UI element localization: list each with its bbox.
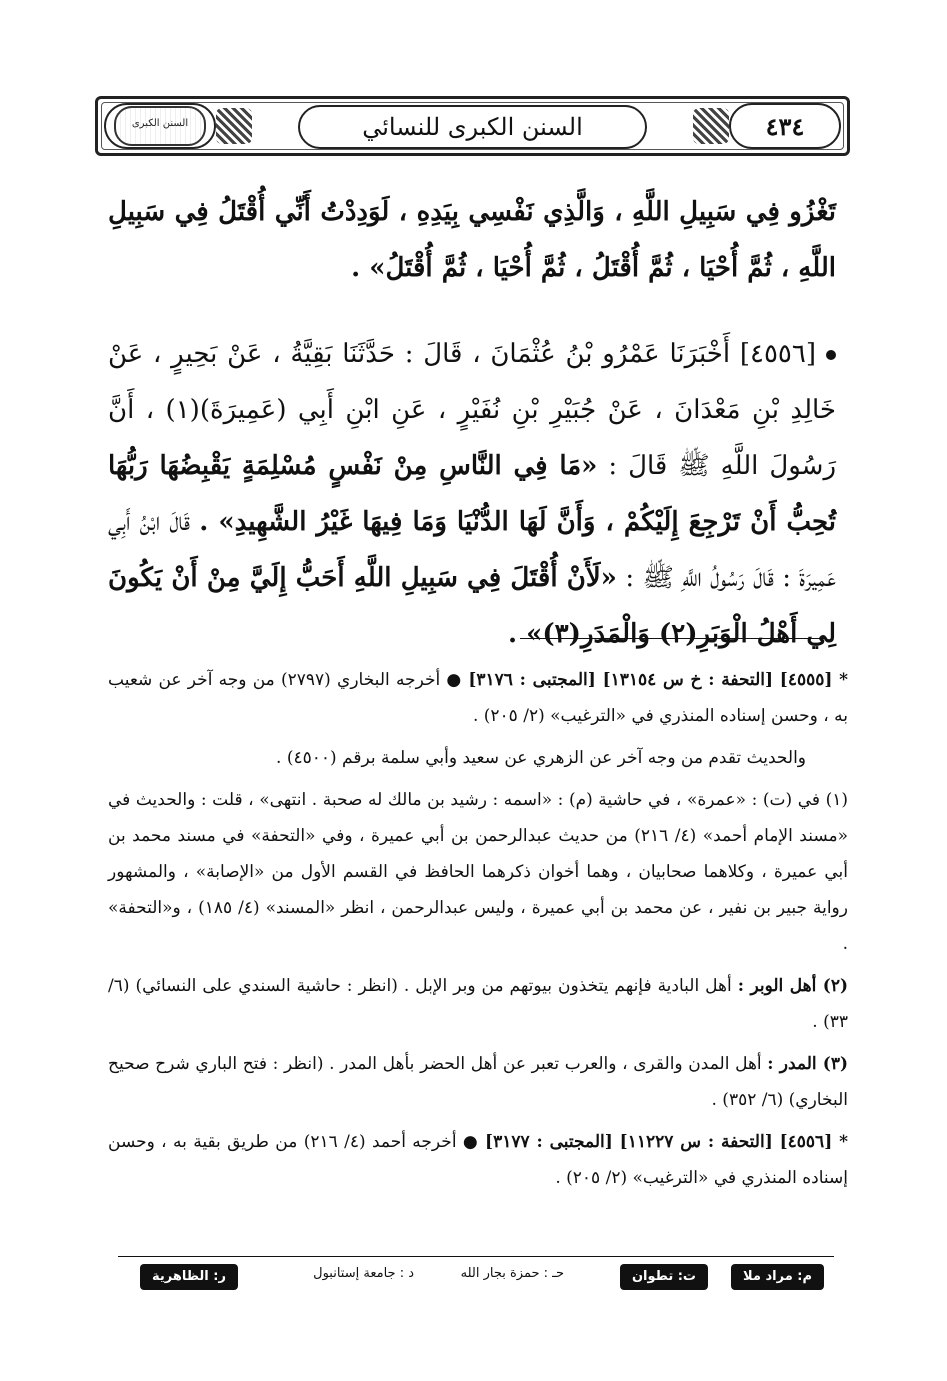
note-4556 (108, 1124, 848, 1196)
footnote-1: (١) في (ت) : «عمرة» ، في حاشية (م) : «اسمه : رشيد بن مالك له صحبة . انتهى» ، قلت : والحديث في «مسند الإمام أحمد» (٤/ ٢١٦) من حديث عبدالرحمن بن أبي عميرة ، وفي «التحفة» في مسند محمد بن أبي عميرة ، وكلاهما صحابيان ، وهما أخوان ذكرهما الحافظ في القسم الأول من «الإصابة» ، والمشهور رواية جبير بن نفير ، عن محمد بن أبي عميرة ، وليس عبدالرحمن ، انظر «المسند» (٤/ ١٨٥) ، و«التحفة» . (108, 790, 848, 954)
footnote-body: أهل المدن والقرى ، والعرب تعبر عن أهل الحضر بأهل المدر . (انظر : فتح الباري شرح صحيح البخاري) (٦/ ٣٥٢) . (108, 1054, 848, 1110)
narrator-text: قَالَ ابْنُ أَبِي عَمِيرَةَ : قَالَ رَسُولُ اللَّهِ ﷺ : (108, 507, 836, 593)
footnote-2 (108, 968, 848, 1040)
siglum-t: ت: تطوان (620, 1264, 708, 1290)
footnote-term: (٣) المدر : (767, 1054, 848, 1074)
ornament-icon (216, 108, 252, 144)
hadith-text: «مَا فِي النَّاسِ مِنْ نَفْسٍ مُسْلِمَةٍ يَقْبِضُهَا رَبُّهَا تُحِبُّ أَنْ تَرْجِعَ إِلَيْكُمْ ، وَأَنَّ لَهَا الدُّنْيَا وَمَا فِيهَا غَيْرُ الشَّهِيدِ» . (108, 451, 837, 537)
footnotes (108, 662, 848, 1202)
isnad-text: [٤٥٥٦] أَخْبَرَنَا عَمْرُو بْنُ عُثْمَانَ ، قَالَ : حَدَّثَنَا بَقِيَّةُ ، عَنْ بَحِيرٍ ، عَنْ خَالِدِ بْنِ مَعْدَانَ ، عَنْ جُبَيْرِ بْنِ نُفَيْرٍ ، عَنِ ابْنِ أَبِي (عَمِيرَةَ)(١) ، أَنَّ رَسُولَ اللَّهِ ﷺ قَالَ : (108, 339, 836, 481)
footer-divider (118, 1256, 834, 1257)
footnote-term: (٢) أهل الوبر : (737, 976, 849, 996)
footnote-3 (108, 1046, 848, 1118)
footnote-divider (520, 638, 825, 639)
emblem-logo: السنن الكبرى (114, 106, 206, 146)
note-head: * [٤٥٥٦] [التحفة : س ١١٢٢٧] [المجتبى : ٣١٧٧] (485, 1132, 848, 1152)
siglum-m: م: مراد ملا (731, 1264, 824, 1290)
page-number: ٤٣٤ (765, 111, 805, 141)
siglum-h: حـ : حمزة بجار الله (460, 1266, 564, 1281)
note-4555-extra: والحديث تقدم من وجه آخر عن الزهري عن سعيد وأبي سلمة برقم (٤٥٠٠) . (276, 748, 806, 768)
siglum-r: ر: الظاهرية (140, 1264, 238, 1290)
note-head: * [٤٥٥٥] [التحفة : خ س ١٣١٥٤] [المجتبى : ٣١٧٦] (468, 670, 849, 690)
siglum-d: د : جامعة إستانبول (313, 1266, 414, 1281)
note-body: ● أخرجه البخاري (٢٧٩٧) من وجه آخر عن شعيب به ، وحسن إسناده المنذري في «الترغيب» (٢/ ٢٠٥) . (108, 670, 848, 726)
hadith-text-2: «لَأَنْ أُقْتَلَ فِي سَبِيلِ اللَّهِ أَحَبُّ إِلَيَّ مِنْ أَنْ يَكُونَ لِي أَهْلُ الْوَبَرِ(٢) وَالْمَدَرِ(٣)» . (108, 563, 836, 649)
note-4555 (108, 662, 848, 734)
manuscript-sigla (118, 1262, 834, 1294)
page-number-badge (729, 103, 841, 149)
emblem-badge (104, 103, 216, 149)
paragraph-hadith-end: تَغْزُو فِي سَبِيلِ اللَّهِ ، وَالَّذِي نَفْسِي بِيَدِهِ ، لَوَدِدْتُ أَنِّي أُقْتَلُ فِي سَبِيلِ اللَّهِ ، ثُمَّ أُحْيَا ، ثُمَّ أُقْتَلُ ، ثُمَّ أُحْيَا ، ثُمَّ أُقْتَلُ» . (108, 197, 836, 283)
page-header (95, 96, 850, 156)
footnote-body: أهل البادية فإنهم يتخذون بيوتهم من وبر الإبل . (انظر : حاشية السندي على النسائي) (٦/ ٣٣) . (108, 976, 848, 1032)
paragraph-4556 (108, 326, 836, 662)
ornament-icon (693, 108, 729, 144)
bullet-icon (826, 350, 836, 360)
note-body: ● أخرجه أحمد (٤/ ٢١٦) من طريق بقية به ، وحسن إسناده المنذري في «الترغيب» (٢/ ٢٠٥) . (108, 1132, 848, 1188)
book-title: السنن الكبرى للنسائي (298, 105, 647, 149)
